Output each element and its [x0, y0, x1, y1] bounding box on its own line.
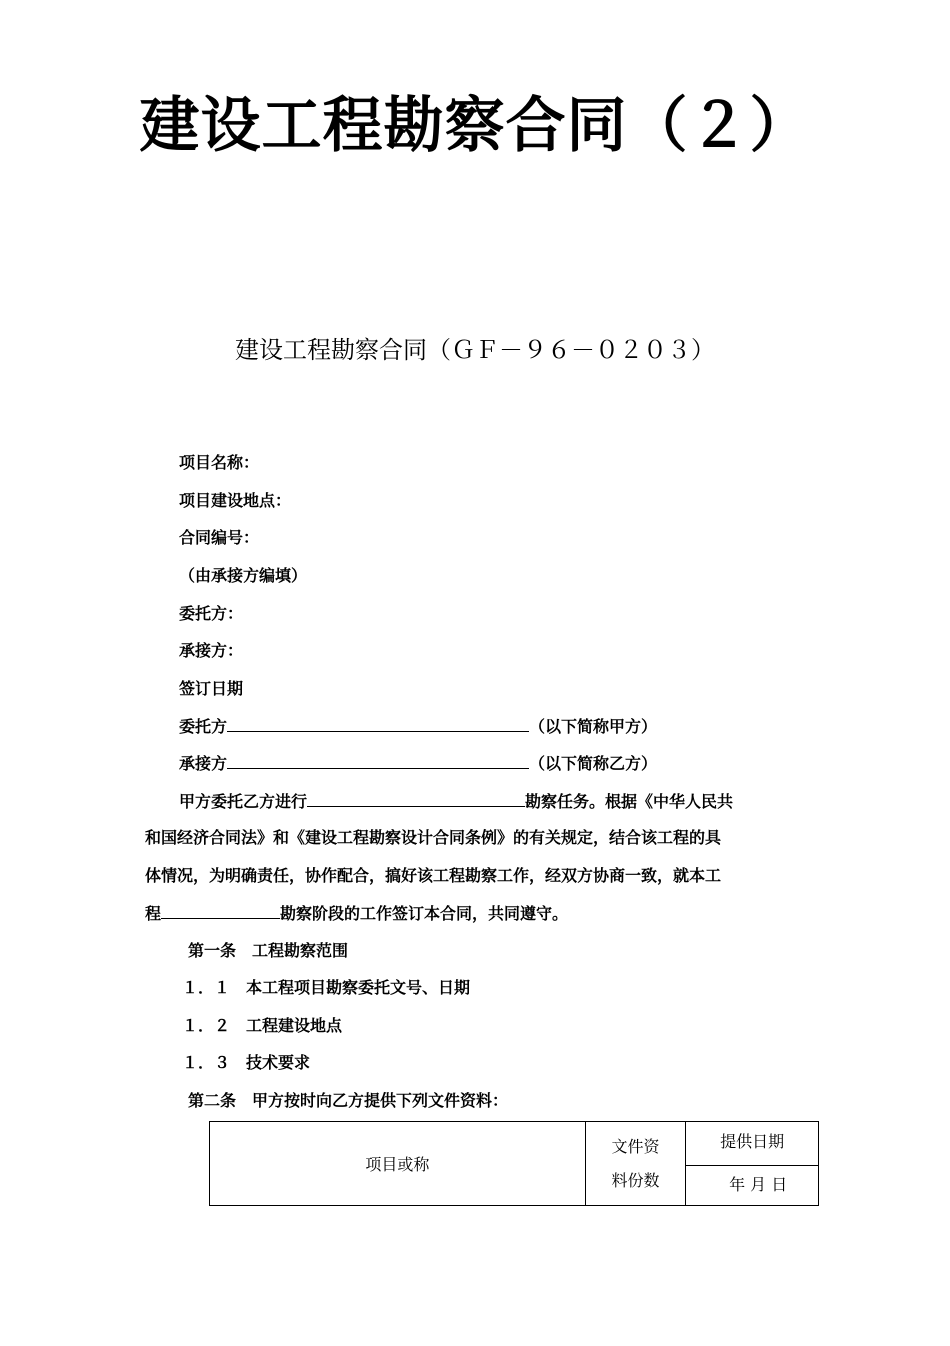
field-contract-no-note: （由承接方编填）	[179, 566, 308, 585]
field-project-location: 项目建设地点：	[179, 491, 292, 510]
doc-count-line-1: 文件资	[611, 1136, 660, 1156]
party-b-label: 承接方	[179, 754, 228, 773]
party-a-line	[179, 715, 657, 738]
intro-blank-2	[161, 902, 280, 919]
table-header-provide-date	[686, 1122, 819, 1206]
table-header-doc-count	[585, 1122, 686, 1206]
party-b-blank	[227, 752, 529, 769]
party-b-suffix: （以下简称乙方）	[529, 754, 658, 773]
intro-line-1a: 甲方委托乙方进行	[179, 792, 308, 811]
intro-line-1	[179, 790, 733, 813]
field-contract-no: 合同编号：	[179, 528, 260, 547]
field-sign-date: 签订日期	[179, 679, 244, 698]
doc-count-line-2: 料份数	[611, 1170, 660, 1190]
field-client: 委托方：	[179, 604, 244, 623]
intro-line-3: 体情况，为明确责任，协作配合，搞好该工程勘察工作，经双方协商一致，就本工	[145, 866, 722, 885]
article-1-item: １．３ 技术要求	[182, 1053, 311, 1072]
document-subtitle: 建设工程勘察合同（ＧＦ－９６－０２０３）	[235, 336, 715, 364]
party-b-line	[179, 752, 657, 775]
field-project-name: 项目名称：	[179, 453, 260, 472]
article-2-heading: 第二条 甲方按时向乙方提供下列文件资料：	[188, 1091, 509, 1110]
provide-date-label: 提供日期	[720, 1132, 785, 1151]
intro-line-1b: 勘察任务。根据《中华人民共	[525, 792, 734, 811]
documents-table	[209, 1121, 819, 1206]
provide-date-format: 年 月 日	[686, 1165, 818, 1204]
party-a-blank	[227, 715, 529, 732]
intro-line-2: 和国经济合同法》和《建设工程勘察设计合同条例》的有关规定，结合该工程的具	[145, 828, 722, 847]
intro-blank-1	[307, 790, 525, 807]
article-1-item: １．１ 本工程项目勘察委托文号、日期	[182, 978, 471, 997]
intro-line-4a: 程	[145, 904, 162, 923]
table-header-item-name: 项目或称	[210, 1122, 586, 1206]
field-contractor: 承接方：	[179, 641, 244, 660]
table-row	[210, 1122, 819, 1206]
party-a-label: 委托方	[179, 717, 228, 736]
party-a-suffix: （以下简称甲方）	[529, 717, 658, 736]
article-1-heading: 第一条 工程勘察范围	[188, 941, 349, 960]
intro-line-4	[145, 902, 568, 925]
intro-line-4b: 勘察阶段的工作签订本合同，共同遵守。	[280, 904, 569, 923]
article-1-item: １．２ 工程建设地点	[182, 1016, 343, 1035]
document-title: 建设工程勘察合同（２）	[139, 91, 811, 161]
